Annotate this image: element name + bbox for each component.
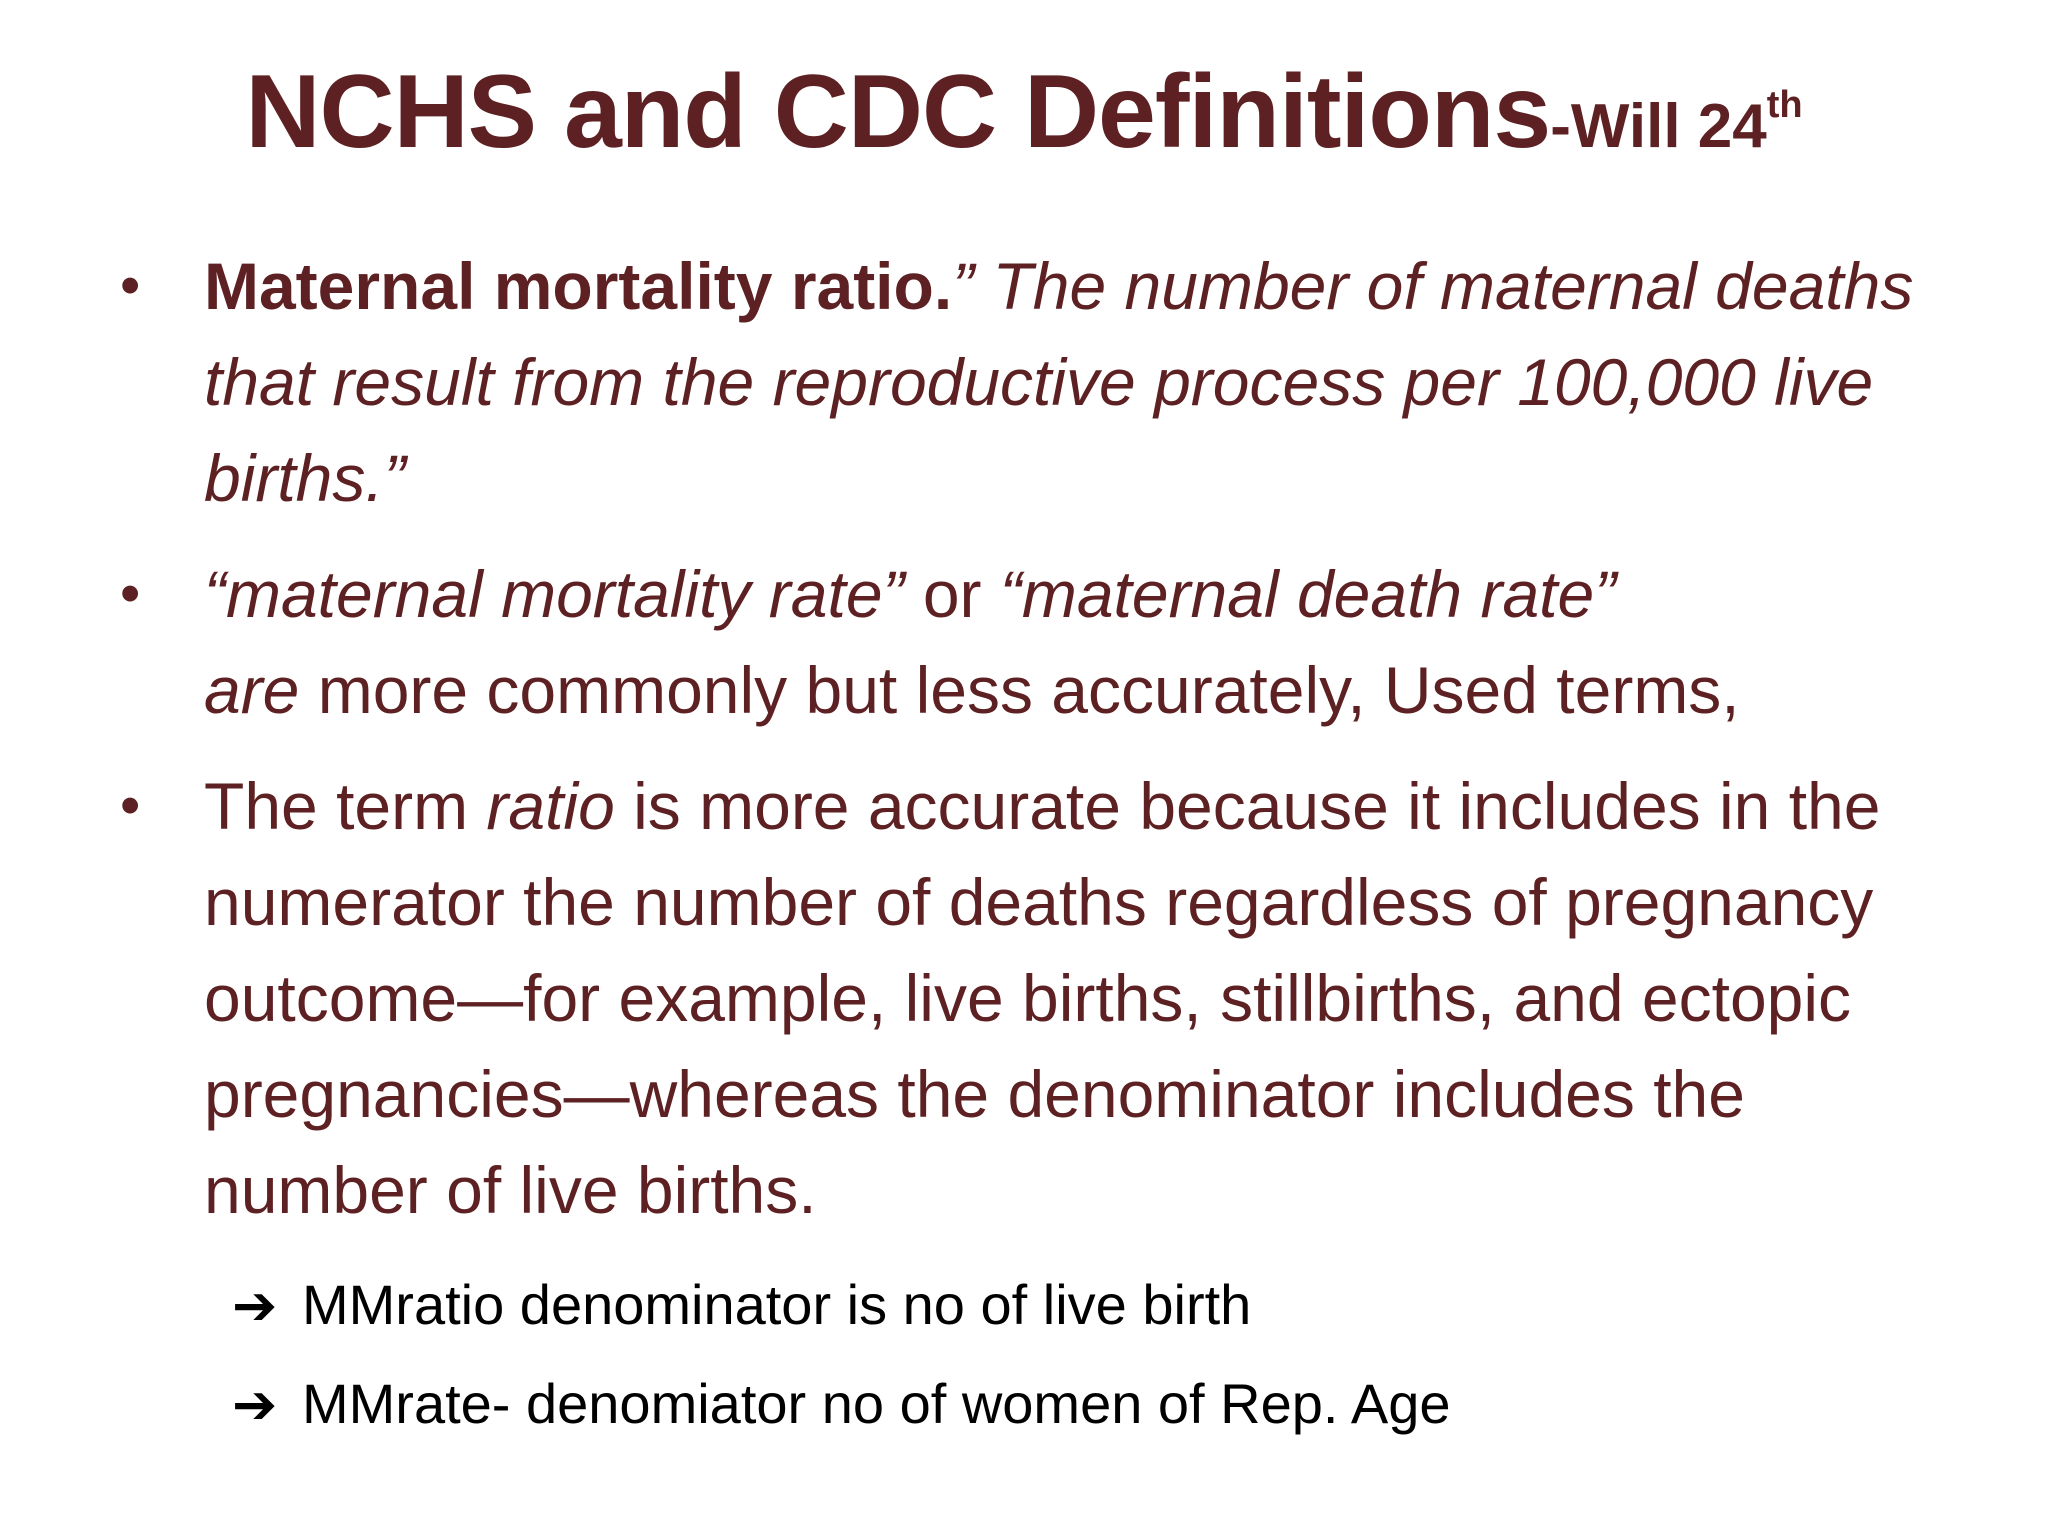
note-text: MMratio denominator is no of live birth [302,1273,1252,1336]
bullet-or: or [904,557,1000,631]
bullet-dot-icon: • [120,561,141,626]
note-text: MMrate- denomiator no of women of Rep. Age [302,1372,1451,1435]
note-list [232,1256,1932,1454]
arrow-right-icon: ➔ [232,1375,278,1435]
arrow-right-icon: ➔ [232,1276,278,1336]
bullet-quote-death-rate: “maternal death rate” [999,557,1617,631]
note-item-mmratio [232,1256,1932,1355]
bullet-list [120,238,1970,1258]
bullet-definition: The number of maternal deaths that result from the reproductive process per 100,000 live births.” [204,249,1914,515]
bullet-dot-icon: • [120,773,141,838]
title-main: NCHS and CDC Definitions [245,54,1551,170]
bullet-item-ratio-accuracy [120,758,1970,1238]
bullet-rest: more commonly but less accurately, Used terms, [299,653,1740,727]
title-sup: th [1766,84,1803,126]
title-sub-text: -Will 24 [1550,92,1767,161]
bullet-explanation: is more accurate because it includes in the numerator the number of deaths regardless of pregnancy outcome—for example, live births, stillbirths, and ectopic pregnancies—whereas the denominator includes the number of live births. [204,769,1881,1227]
bullet-are: are [204,653,300,727]
bullet-item-rate-terms [120,546,1970,738]
bullet-close-quote: ” [952,249,975,323]
bullet-ratio-word: ratio [486,769,615,843]
bullet-quote-rate: “maternal mortality rate” [204,557,905,631]
bullet-lead: The term [204,769,487,843]
note-item-mmrate [232,1355,1932,1454]
bullet-dot-icon: • [120,253,141,318]
slide-title [0,52,2048,187]
bullet-item-ratio-definition [120,238,1970,526]
title-subtitle [1550,84,1803,161]
bullet-term: Maternal mortality ratio. [204,249,953,323]
